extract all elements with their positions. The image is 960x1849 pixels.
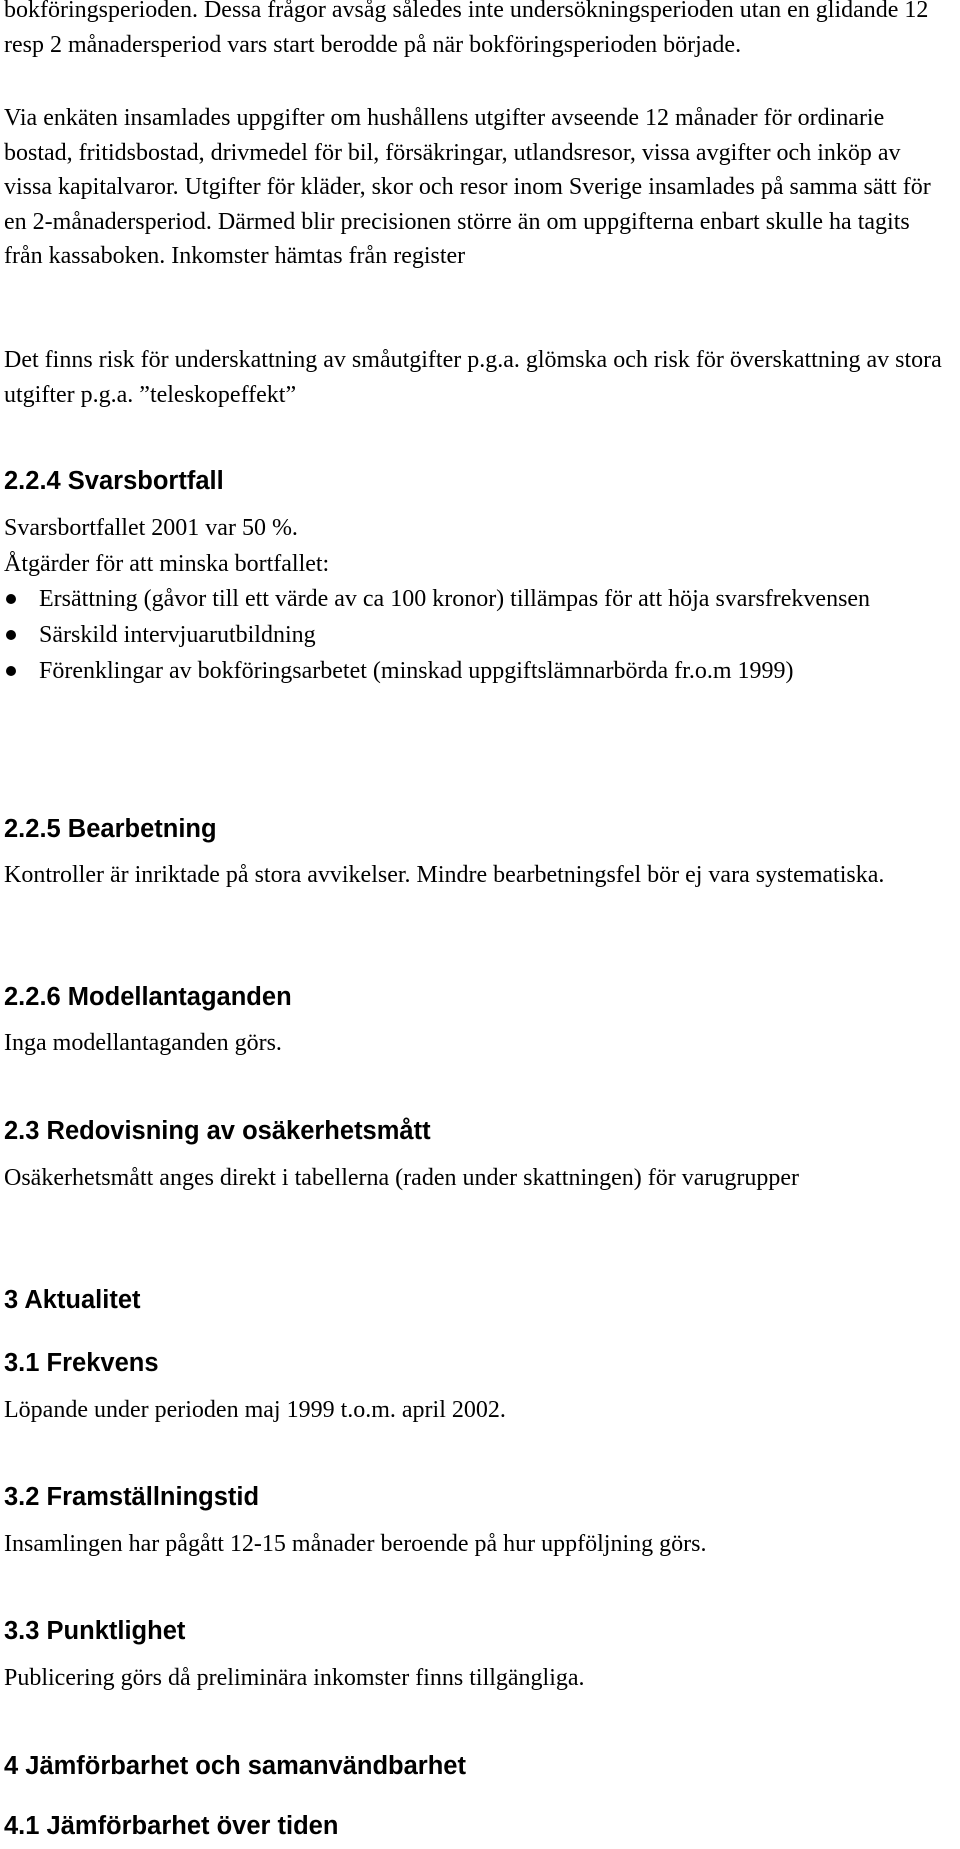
framstallningstid-text: Insamlingen har pågått 12-15 månader beroende på hur uppföljning görs. [4, 1531, 707, 1557]
heading-3: 3 Aktualitet [4, 1286, 141, 1314]
punktlighet-text: Publicering görs då preliminära inkomster finns tillgängliga. [4, 1665, 585, 1691]
list-item [4, 618, 934, 653]
modellantaganden-text: Inga modellantaganden görs. [4, 1030, 282, 1056]
bullet-icon [6, 630, 16, 640]
heading-3-1: 3.1 Frekvens [4, 1349, 159, 1377]
paragraph-survey: Via enkäten insamlades uppgifter om hushållens utgifter avseende 12 månader för ordinarie bostad, fritidsbostad, drivmedel för bil, försäkringar, utlandsresor, vissa avgifter och inköp av vissa kapitalvaror. Utgifter för kläder, skor och resor inom Sverige insamlades på samma sätt för en 2-månadersperiod. Därmed blir precisionen större än om uppgifterna enbart skulle ha tagits från kassaboken. Inkomster hämtas från register [4, 105, 931, 269]
bullet-icon [6, 666, 16, 676]
heading-4-1: 4.1 Jämförbarhet över tiden [4, 1812, 339, 1840]
paragraph-intro: bokföringsperioden. Dessa frågor avsåg således inte undersökningsperioden utan en glidande 12 resp 2 månadersperiod vars start berodde på när bokföringsperioden började. [4, 0, 929, 58]
list-item-text: Särskild intervjuarutbildning [39, 622, 316, 648]
list-item [4, 654, 934, 689]
heading-3-2: 3.2 Framställningstid [4, 1483, 260, 1511]
heading-2-2-5: 2.2.5 Bearbetning [4, 815, 217, 843]
bearbetning-text: Kontroller är inriktade på stora avvikelser. Mindre bearbetningsfel bör ej vara systematiska. [4, 862, 885, 888]
heading-2-3: 2.3 Redovisning av osäkerhetsmått [4, 1117, 431, 1145]
list-item-text: Förenklingar av bokföringsarbetet (minskad uppgiftslämnarbörda fr.o.m 1999) [39, 658, 794, 684]
svarsbortfall-lead: Åtgärder för att minska bortfallet: [4, 551, 330, 577]
heading-2-2-4: 2.2.4 Svarsbortfall [4, 467, 224, 495]
redovisning-text: Osäkerhetsmått anges direkt i tabellerna (raden under skattningen) för varugrupper [4, 1165, 800, 1191]
bullet-icon [6, 594, 16, 604]
frekvens-text: Löpande under perioden maj 1999 t.o.m. april 2002. [4, 1397, 506, 1423]
heading-4: 4 Jämförbarhet och samanvändbarhet [4, 1752, 466, 1780]
heading-2-2-6: 2.2.6 Modellantaganden [4, 983, 292, 1011]
paragraph-risk: Det finns risk för underskattning av småutgifter p.g.a. glömska och risk för överskattning av stora utgifter p.g.a. ”teleskopeffekt” [4, 347, 942, 408]
heading-3-3: 3.3 Punktlighet [4, 1617, 186, 1645]
list-item-text: Ersättning (gåvor till ett värde av ca 100 kronor) tillämpas för att höja svarsfrekvensen [39, 586, 871, 612]
measures-list [4, 582, 934, 689]
svarsbortfall-text: Svarsbortfallet 2001 var 50 %. [4, 515, 298, 541]
list-item [4, 582, 934, 617]
